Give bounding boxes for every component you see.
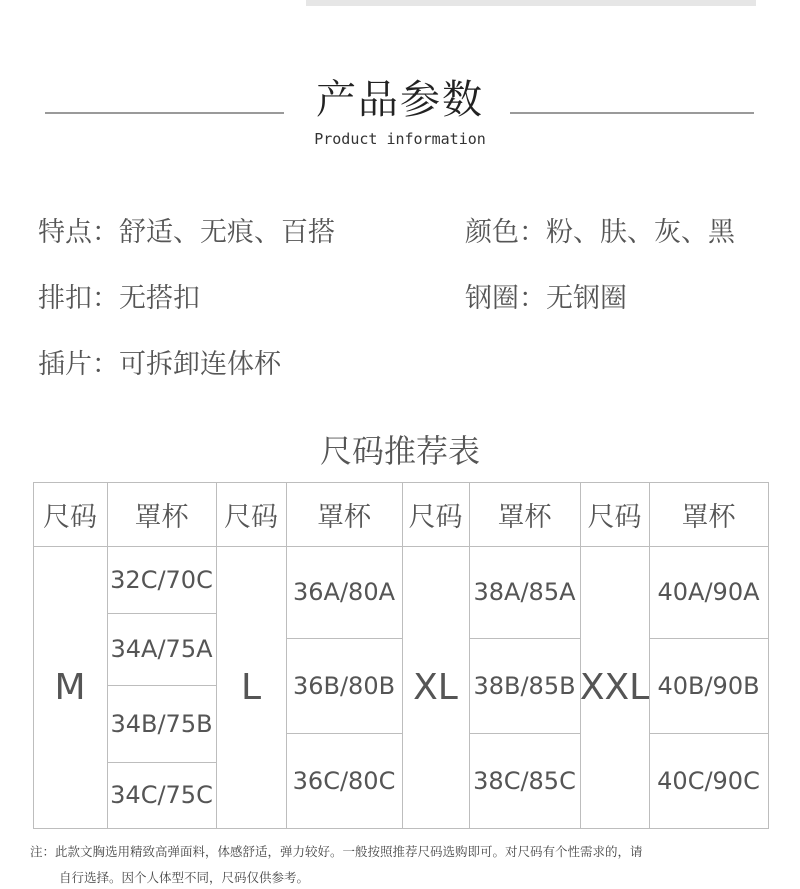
header-cup-cell: 罩杯 bbox=[681, 501, 736, 533]
cup-row-divider bbox=[107, 613, 216, 614]
size-label-m: M bbox=[54, 666, 86, 708]
cup-cell: 38C/85C bbox=[473, 766, 576, 795]
table-border-bottom bbox=[33, 828, 769, 829]
size-table-title: 尺码推荐表 bbox=[319, 432, 480, 470]
cup-cell: 38B/85B bbox=[473, 671, 576, 700]
info-underwire: 钢圈：无钢圈 bbox=[465, 283, 627, 314]
cup-row-divider bbox=[107, 762, 216, 763]
info-buckle: 排扣：无搭扣 bbox=[38, 283, 200, 314]
cup-row-divider bbox=[469, 638, 580, 639]
cup-cell: 38A/85A bbox=[473, 578, 576, 606]
info-insert: 插片：可拆卸连体杯 bbox=[38, 349, 281, 380]
cup-cell: 34B/75B bbox=[110, 709, 213, 738]
size-label-xxl: XXL bbox=[579, 666, 650, 708]
size-label-l: L bbox=[240, 666, 262, 708]
page-subtitle: Product information bbox=[314, 130, 486, 148]
note-line-1: 注：此款文胸选用精致高弹面料，体感舒适，弹力较好。一般按照推荐尺码选购即可。对尺码有个性需求的，请 bbox=[30, 844, 643, 859]
header-size-cell: 尺码 bbox=[408, 501, 463, 533]
cup-row-divider bbox=[286, 733, 402, 734]
info-features: 特点：舒适、无痕、百搭 bbox=[38, 217, 335, 248]
header-cup-cell: 罩杯 bbox=[134, 501, 189, 533]
header-cup-cell: 罩杯 bbox=[497, 501, 552, 533]
header-size-cell: 尺码 bbox=[587, 501, 642, 533]
page-title: 产品参数 bbox=[316, 77, 484, 123]
cup-cell: 32C/70C bbox=[110, 565, 213, 594]
cup-cell: 34A/75A bbox=[110, 635, 213, 663]
cup-row-divider bbox=[469, 733, 580, 734]
note-line-2: 自行选择。因个人体型不同，尺码仅供参考。 bbox=[59, 870, 310, 885]
cup-cell: 34C/75C bbox=[110, 781, 213, 809]
table-col-divider bbox=[768, 482, 769, 828]
cup-cell: 40C/90C bbox=[657, 766, 760, 795]
size-label-xl: XL bbox=[413, 666, 458, 708]
info-colors: 颜色：粉、肤、灰、黑 bbox=[465, 217, 735, 248]
cup-row-divider bbox=[649, 638, 768, 639]
cup-row-divider bbox=[286, 638, 402, 639]
cup-row-divider bbox=[107, 685, 216, 686]
cup-cell: 40B/90B bbox=[657, 671, 760, 700]
cup-cell: 36A/80A bbox=[293, 578, 395, 606]
header-cup-cell: 罩杯 bbox=[317, 501, 371, 533]
cup-cell: 36B/80B bbox=[292, 671, 396, 700]
cup-cell: 36C/80C bbox=[292, 766, 396, 795]
header-size-cell: 尺码 bbox=[224, 501, 278, 533]
cup-cell: 40A/90A bbox=[657, 578, 760, 606]
header-size-cell: 尺码 bbox=[43, 501, 97, 533]
cup-row-divider bbox=[649, 733, 768, 734]
